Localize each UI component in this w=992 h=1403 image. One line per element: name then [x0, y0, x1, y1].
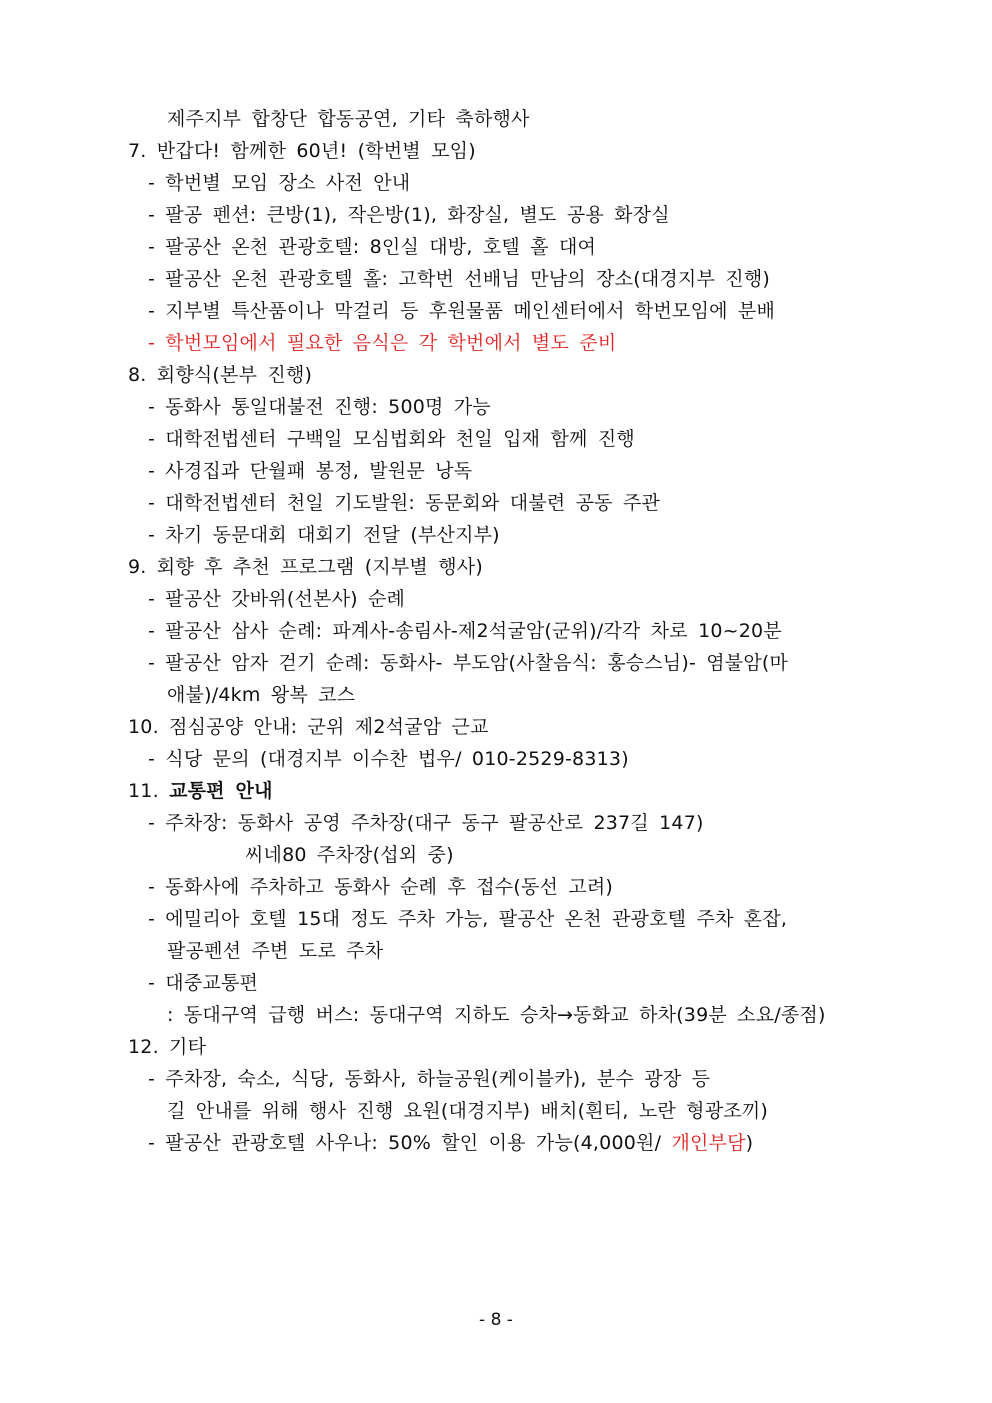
section-11-item: - 대중교통편	[148, 972, 259, 994]
section-9-item: - 팔공산 갓바위(선본사) 순례	[148, 588, 406, 610]
section-9-heading: 9. 회향 후 추천 프로그램 (지부별 행사)	[128, 556, 483, 578]
section-7-item: - 팔공산 온천 관광호텔: 8인실 대방, 호텔 홀 대여	[148, 236, 597, 258]
section-11-title: 교통편 안내	[169, 780, 273, 802]
section-8-item: - 차기 동문대회 대회기 전달 (부산지부)	[148, 524, 500, 546]
section-11-item-continuation: 팔공펜션 주변 도로 주차	[167, 940, 384, 962]
section-7-item-highlight: - 학번모임에서 필요한 음식은 각 학번에서 별도 준비	[148, 332, 617, 354]
section-11-item: - 동화사에 주차하고 동화사 순례 후 접수(동선 고려)	[148, 876, 614, 898]
section-9-item: - 팔공산 삼사 순례: 파계사-송림사-제2석굴암(군위)/각각 차로 10~20분	[148, 620, 782, 642]
section-8-item: - 대학전법센터 구백일 모심법회와 천일 입재 함께 진행	[148, 428, 635, 450]
section-10-heading: 10. 점심공양 안내: 군위 제2석굴암 근교	[128, 716, 489, 738]
section-9-item-continuation: 애불)/4km 왕복 코스	[167, 684, 356, 706]
section-8-item: - 대학전법센터 천일 기도발원: 동문회와 대불련 공동 주관	[148, 492, 661, 514]
section-7-item: - 팔공 펜션: 큰방(1), 작은방(1), 화장실, 별도 공용 화장실	[148, 204, 670, 226]
section-11-item-continuation: : 동대구역 급행 버스: 동대구역 지하도 승차→동화교 하차(39분 소요/종점)	[167, 1004, 826, 1026]
section-7-item: - 팔공산 온천 관광호텔 홀: 고학번 선배님 만남의 장소(대경지부 진행)	[148, 268, 770, 290]
section-8-item: - 동화사 통일대불전 진행: 500명 가능	[148, 396, 491, 418]
section-11-number: 11.	[128, 780, 159, 802]
personal-charge-highlight: 개인부담	[671, 1132, 746, 1154]
section-11-item-continuation: 씨네80 주차장(섭외 중)	[245, 844, 454, 866]
section-7-item: - 학번별 모임 장소 사전 안내	[148, 172, 411, 194]
section-12-item	[148, 1130, 753, 1156]
section-11-item: - 에밀리아 호텔 15대 정도 주차 가능, 팔공산 온천 관광호텔 주차 혼잡,	[148, 908, 788, 930]
section-10-item: - 식당 문의 (대경지부 이수찬 법우/ 010-2529-8313)	[148, 748, 629, 770]
section-11-item: - 주차장: 동화사 공영 주차장(대구 동구 팔공산로 237길 147)	[148, 812, 704, 834]
section-11-heading	[128, 778, 273, 804]
section-12-item-continuation: 길 안내를 위해 행사 진행 요원(대경지부) 배치(흰티, 노란 형광조끼)	[167, 1100, 769, 1122]
section-7-heading: 7. 반갑다! 함께한 60년! (학번별 모임)	[128, 140, 476, 162]
page-number: - 8 -	[479, 1310, 513, 1330]
section-12-heading: 12. 기타	[128, 1036, 207, 1058]
sauna-text: - 팔공산 관광호텔 사우나: 50% 할인 이용 가능(4,000원/	[148, 1132, 672, 1154]
section-8-item: - 사경집과 단월패 봉정, 발원문 낭독	[148, 460, 473, 482]
section-7-item: - 지부별 특산품이나 막걸리 등 후원물품 메인센터에서 학번모임에 분배	[148, 300, 776, 322]
section-12-item: - 주차장, 숙소, 식당, 동화사, 하늘공원(케이블카), 분수 광장 등	[148, 1068, 711, 1090]
section-8-heading: 8. 회향식(본부 진행)	[128, 364, 313, 386]
closing-paren: )	[745, 1132, 754, 1154]
continuation-line: 제주지부 합창단 합동공연, 기타 축하행사	[167, 108, 530, 130]
section-9-item: - 팔공산 암자 걷기 순례: 동화사- 부도암(사찰음식: 홍승스님)- 염불암(마	[148, 652, 789, 674]
